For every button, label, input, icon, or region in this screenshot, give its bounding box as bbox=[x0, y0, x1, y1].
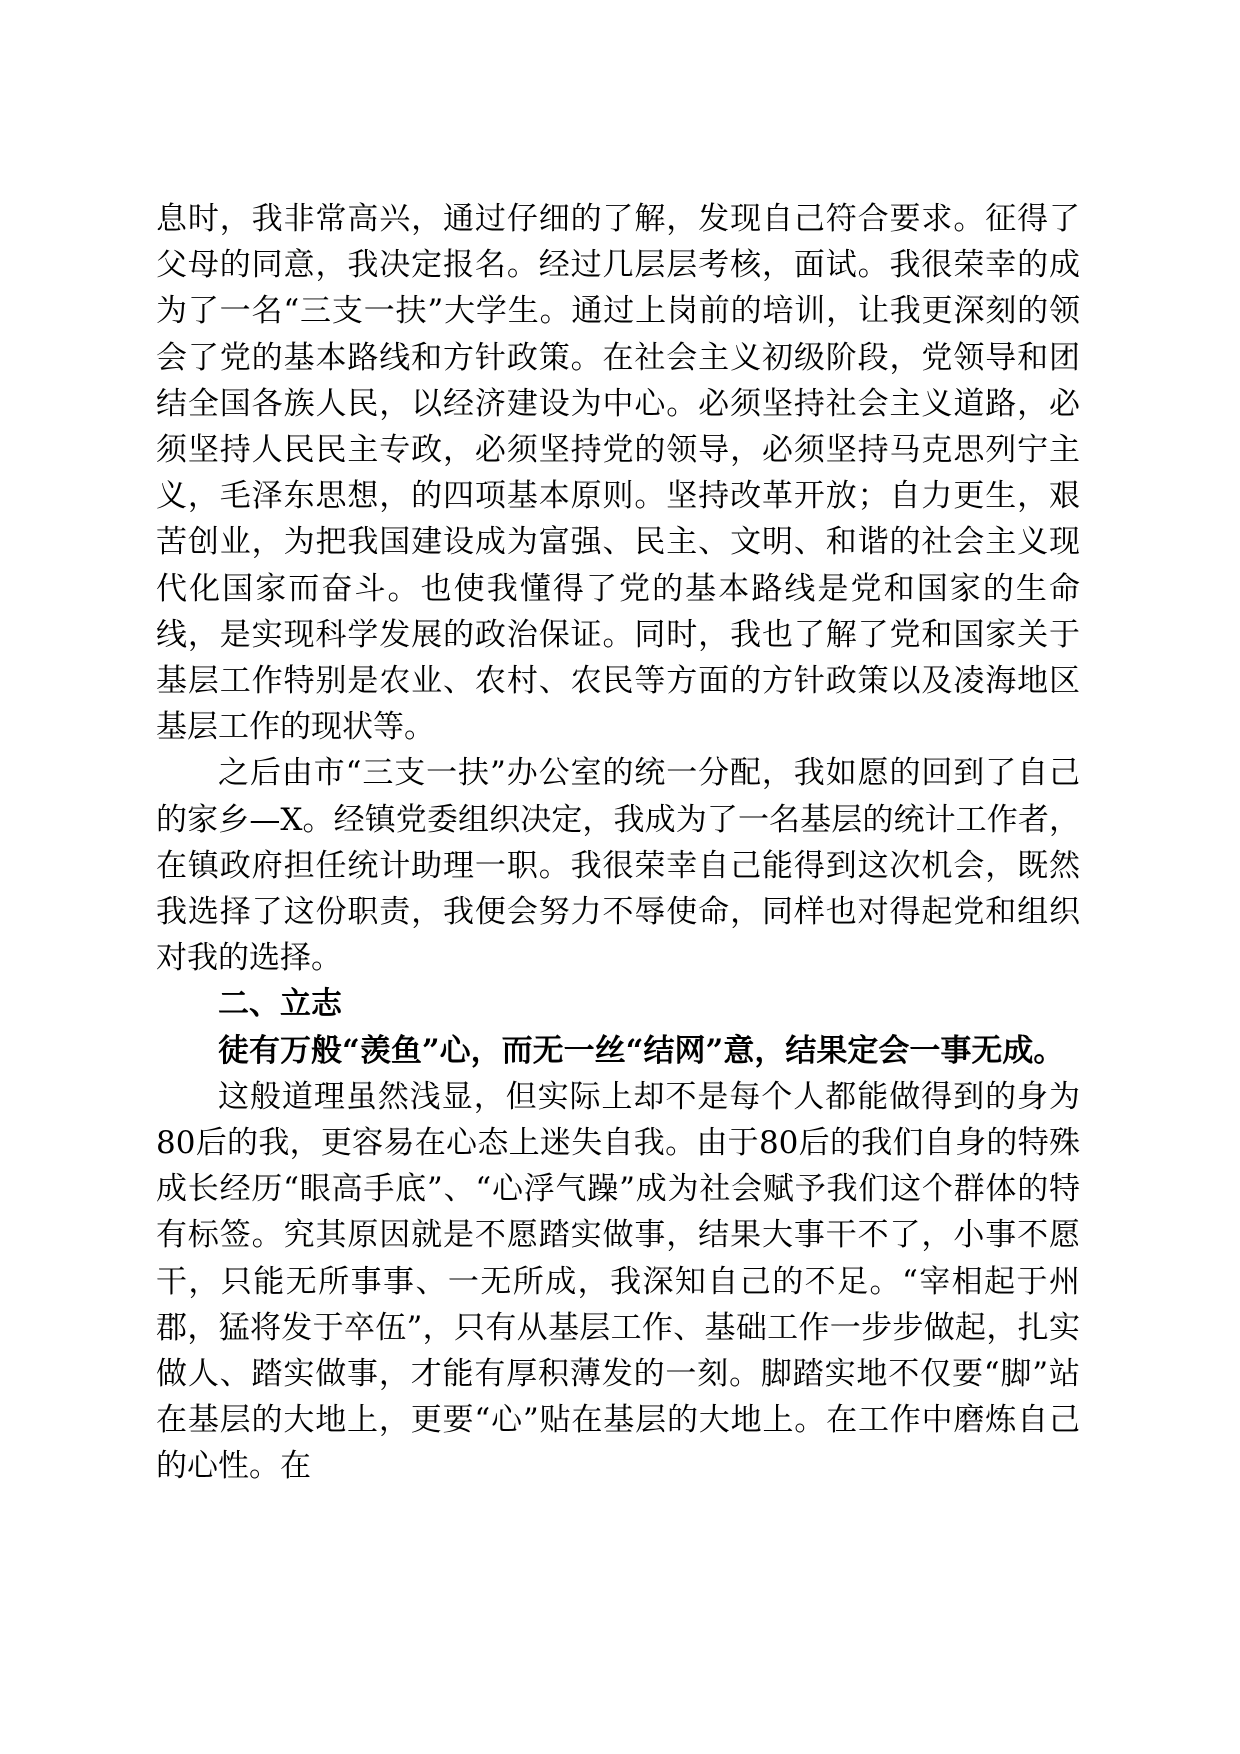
bold-quote-paragraph: 徒有万般“羡鱼”心，而无一丝“结网”意，结果定会一事无成。 bbox=[218, 1032, 1065, 1069]
body-paragraph-reflection: 这般道理虽然浅显，但实际上却不是每个人都能做得到的身为80后的我，更容易在心态上迷失自我。由于80后的我们自身的特殊成长经历“眼高手底”、“心浮气躁”成为社会赋予我们这个群体的特有标签。究其原因就是不愿踏实做事，结果大事干不了，小事不愿干，只能无所事事、一无所成，我深知自己的不足。“宰相起于州郡，猛将发于卒伍”，只有从基层工作、基础工作一步步做起，扎实做人、踏实做事，才能有厚积薄发的一刻。脚踏实地不仅要“脚”站在基层的大地上，更要“心”贴在基层的大地上。在工作中磨炼自己的心性。在 bbox=[156, 1078, 1080, 1485]
section-heading: 二、立志 bbox=[218, 986, 342, 1023]
body-paragraph-continuation: 息时，我非常高兴，通过仔细的了解，发现自己符合要求。征得了父母的同意，我决定报名。经过几层层考核，面试。我很荣幸的成为了一名“三支一扶”大学生。通过上岗前的培训，让我更深刻的领会了党的基本路线和方针政策。在社会主义初级阶段，党领导和团结全国各族人民，以经济建设为中心。必须坚持社会主义道路，必须坚持人民民主专政，必须坚持党的领导，必须坚持马克思列宁主义，毛泽东思想，的四项基本原则。坚持改革开放；自力更生，艰苦创业，为把我国建设成为富强、民主、文明、和谐的社会主义现代化国家而奋斗。也使我懂得了党的基本路线是党和国家的生命线，是实现科学发展的政治保证。同时，我也了解了党和国家关于基层工作特别是农业、农村、农民等方面的方针政策以及凌海地区基层工作的现状等。 bbox=[156, 201, 1080, 746]
body-paragraph-assignment: 之后由市“三支一扶”办公室的统一分配，我如愿的回到了自己的家乡—X。经镇党委组织决定，我成为了一名基层的统计工作者，在镇政府担任统计助理一职。我很荣幸自己能得到这次机会，既然我选择了这份职责，我便会努力不辱使命，同样也对得起党和组织对我的选择。 bbox=[156, 755, 1080, 977]
document-page bbox=[156, 196, 1080, 1490]
